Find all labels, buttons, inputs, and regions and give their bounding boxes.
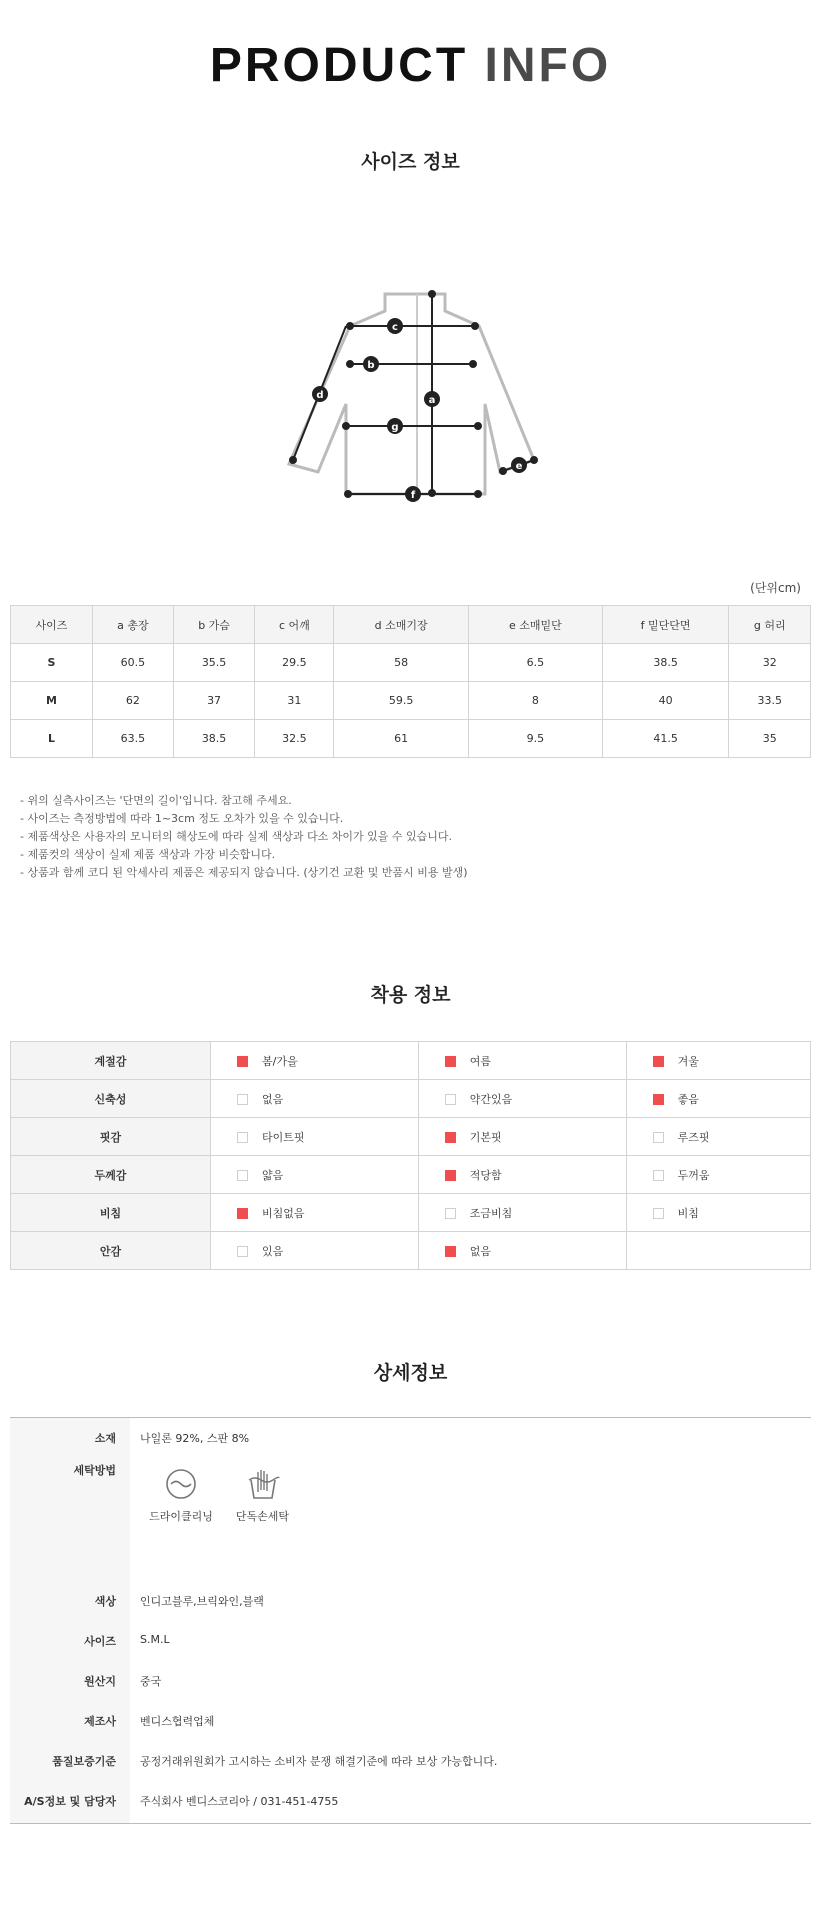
fit-table xyxy=(10,1041,811,1270)
size-table xyxy=(10,605,811,758)
size-cell: 37 xyxy=(173,682,255,720)
fit-option xyxy=(418,1118,626,1156)
fit-row-label: 계절감 xyxy=(11,1042,211,1080)
size-cell: L xyxy=(11,720,93,758)
label-a: a xyxy=(428,395,436,406)
size-cell: 35.5 xyxy=(173,644,255,682)
size-diagram xyxy=(0,174,821,504)
wash-item-text: 드라이클리닝 xyxy=(149,1509,213,1523)
table-row xyxy=(11,1080,811,1118)
size-cell: 61 xyxy=(334,720,468,758)
size-cell: 41.5 xyxy=(602,720,729,758)
fit-option-text: 좋음 xyxy=(677,1092,699,1106)
label-c: c xyxy=(392,322,398,333)
fit-option-text: 루즈핏 xyxy=(677,1130,710,1144)
fit-option xyxy=(211,1232,419,1270)
size-col-header: e 소매밑단 xyxy=(468,606,602,644)
checkbox-checked xyxy=(445,1170,456,1181)
fit-option-text: 약간있음 xyxy=(469,1092,513,1106)
fit-section-title: 착용 정보 xyxy=(370,984,451,1006)
size-cell: 32.5 xyxy=(255,720,334,758)
checkbox-unchecked xyxy=(653,1208,664,1219)
checkbox-unchecked xyxy=(237,1094,248,1105)
size-notes xyxy=(20,792,821,882)
size-cell: 9.5 xyxy=(468,720,602,758)
fit-option xyxy=(418,1042,626,1080)
size-cell: 38.5 xyxy=(173,720,255,758)
fit-option xyxy=(211,1156,419,1194)
size-cell: M xyxy=(11,682,93,720)
fit-row-label: 안감 xyxy=(11,1232,211,1270)
size-section-title: 사이즈 정보 xyxy=(361,151,460,173)
detail-label: 세탁방법 xyxy=(10,1456,130,1580)
size-col-header: f 밑단단면 xyxy=(602,606,729,644)
size-cell: 29.5 xyxy=(255,644,334,682)
fit-option-text: 적당함 xyxy=(469,1168,502,1182)
fit-option-text: 없음 xyxy=(469,1244,492,1258)
table-row xyxy=(10,1418,811,1456)
hand-wash-icon xyxy=(245,1468,281,1500)
fit-option xyxy=(418,1232,626,1270)
note-line: - 상품과 함께 코디 된 악세사리 제품은 제공되지 않습니다. (상기건 교환 및 반품시 비용 발생) xyxy=(20,866,468,879)
checkbox-checked xyxy=(445,1246,456,1257)
fit-option xyxy=(626,1156,810,1194)
jacket-diagram xyxy=(0,174,821,504)
note-line: - 제품컷의 색상이 실제 제품 색상과 가장 비슷합니다. xyxy=(20,848,276,861)
fit-option-text: 있음 xyxy=(262,1244,284,1258)
detail-label: 원산지 xyxy=(10,1660,130,1700)
checkbox-unchecked xyxy=(445,1208,456,1219)
fit-option-empty xyxy=(626,1232,810,1270)
table-row xyxy=(11,682,811,720)
label-e: e xyxy=(515,461,523,472)
size-cell: 38.5 xyxy=(602,644,729,682)
checkbox-checked xyxy=(653,1056,664,1067)
fit-option xyxy=(626,1118,810,1156)
fit-option xyxy=(626,1080,810,1118)
size-col-header: a 총장 xyxy=(92,606,173,644)
unit-label: (단위cm) xyxy=(750,581,801,595)
wash-item-text: 단독손세탁 xyxy=(235,1509,290,1523)
table-row xyxy=(11,1042,811,1080)
table-row xyxy=(10,1580,811,1620)
checkbox-unchecked xyxy=(445,1094,456,1105)
table-row xyxy=(11,720,811,758)
size-cell: S xyxy=(11,644,93,682)
checkbox-checked xyxy=(653,1094,664,1105)
size-table-header xyxy=(11,606,811,644)
title-part2: INFO xyxy=(484,39,612,92)
detail-label: 사이즈 xyxy=(10,1620,130,1660)
table-row xyxy=(10,1700,811,1740)
fit-option xyxy=(211,1194,419,1232)
fit-option xyxy=(418,1194,626,1232)
fit-option-text: 봄/가을 xyxy=(262,1054,298,1068)
table-row xyxy=(11,1156,811,1194)
detail-value: 나일론 92%, 스판 8% xyxy=(140,1432,250,1445)
title-part1: PRODUCT xyxy=(209,39,469,92)
size-cell: 59.5 xyxy=(334,682,468,720)
detail-value: S.M.L xyxy=(140,1632,170,1646)
dry-cleaning-icon xyxy=(163,1468,199,1500)
table-row xyxy=(11,1194,811,1232)
checkbox-unchecked xyxy=(237,1246,248,1257)
size-cell: 60.5 xyxy=(92,644,173,682)
fit-row-label: 신축성 xyxy=(11,1080,211,1118)
detail-value: 벤디스협력업체 xyxy=(140,1714,215,1728)
size-col-header: d 소매기장 xyxy=(334,606,468,644)
checkbox-checked xyxy=(445,1132,456,1143)
fit-option-text: 얇음 xyxy=(262,1168,284,1182)
fit-option-text: 타이트핏 xyxy=(262,1130,305,1144)
detail-label: 소재 xyxy=(10,1418,130,1456)
detail-label: 색상 xyxy=(10,1580,130,1620)
size-cell: 63.5 xyxy=(92,720,173,758)
fit-option-text: 비침없음 xyxy=(262,1206,305,1220)
table-row xyxy=(10,1620,811,1660)
wash-methods xyxy=(130,1456,811,1580)
fit-option xyxy=(418,1156,626,1194)
fit-option-text: 겨울 xyxy=(677,1054,699,1068)
size-cell: 40 xyxy=(602,682,729,720)
checkbox-unchecked xyxy=(237,1170,248,1181)
note-line: - 제품색상은 사용자의 모니터의 해상도에 따라 실제 색상과 다소 차이가 있을 수 있습니다. xyxy=(20,830,452,843)
fit-row-label: 두께감 xyxy=(11,1156,211,1194)
size-cell: 62 xyxy=(92,682,173,720)
size-cell: 8 xyxy=(468,682,602,720)
fit-row-label: 비침 xyxy=(11,1194,211,1232)
table-row xyxy=(10,1780,811,1824)
fit-option xyxy=(211,1118,419,1156)
checkbox-checked xyxy=(237,1208,248,1219)
fit-option xyxy=(211,1042,419,1080)
checkbox-unchecked xyxy=(653,1132,664,1143)
size-cell: 32 xyxy=(729,644,811,682)
wash-item xyxy=(146,1468,216,1524)
fit-option xyxy=(626,1194,810,1232)
note-line: - 사이즈는 측정방법에 따라 1~3cm 정도 오차가 있을 수 있습니다. xyxy=(20,812,344,825)
detail-value: 공정거래위원회가 고시하는 소비자 분쟁 해결기준에 따라 보상 가능합니다. xyxy=(140,1754,498,1768)
table-row xyxy=(10,1740,811,1780)
detail-value: 인디고블루,브릭와인,블랙 xyxy=(140,1594,264,1608)
fit-option-text: 없음 xyxy=(262,1092,284,1106)
fit-option xyxy=(211,1080,419,1118)
fit-option-text: 두꺼움 xyxy=(677,1168,710,1182)
fit-option-text: 기본핏 xyxy=(469,1130,502,1144)
size-col-header: 사이즈 xyxy=(11,606,93,644)
table-row xyxy=(11,1118,811,1156)
detail-section-title: 상세정보 xyxy=(373,1362,448,1384)
label-b: b xyxy=(367,360,375,371)
checkbox-unchecked xyxy=(237,1132,248,1143)
detail-label: A/S정보 및 담당자 xyxy=(10,1780,130,1824)
fit-option-text: 비침 xyxy=(677,1206,699,1220)
size-col-header: g 허리 xyxy=(729,606,811,644)
page-title xyxy=(0,0,821,95)
table-row xyxy=(11,644,811,682)
size-cell: 58 xyxy=(334,644,468,682)
fit-option xyxy=(626,1042,810,1080)
fit-option xyxy=(418,1080,626,1118)
size-col-header: c 어깨 xyxy=(255,606,334,644)
detail-label: 제조사 xyxy=(10,1700,130,1740)
table-row xyxy=(10,1456,811,1580)
checkbox-unchecked xyxy=(653,1170,664,1181)
label-f: f xyxy=(410,490,416,501)
fit-option-text: 조금비침 xyxy=(469,1206,513,1220)
checkbox-checked xyxy=(445,1056,456,1067)
size-cell: 33.5 xyxy=(729,682,811,720)
size-cell: 31 xyxy=(255,682,334,720)
fit-row-label: 핏감 xyxy=(11,1118,211,1156)
table-row xyxy=(10,1660,811,1700)
table-row xyxy=(11,1232,811,1270)
label-d: d xyxy=(316,390,324,401)
wash-item xyxy=(228,1468,298,1524)
label-g: g xyxy=(391,422,399,433)
detail-table xyxy=(10,1417,811,1824)
size-col-header: b 가슴 xyxy=(173,606,255,644)
fit-option-text: 여름 xyxy=(469,1054,492,1068)
checkbox-checked xyxy=(237,1056,248,1067)
detail-label: 품질보증기준 xyxy=(10,1740,130,1780)
size-cell: 35 xyxy=(729,720,811,758)
size-cell: 6.5 xyxy=(468,644,602,682)
detail-value: 주식회사 벤디스코리아 / 031-451-4755 xyxy=(140,1794,339,1808)
detail-value: 중국 xyxy=(140,1674,162,1688)
note-line: - 위의 실측사이즈는 '단면의 길이'입니다. 참고해 주세요. xyxy=(20,794,292,807)
